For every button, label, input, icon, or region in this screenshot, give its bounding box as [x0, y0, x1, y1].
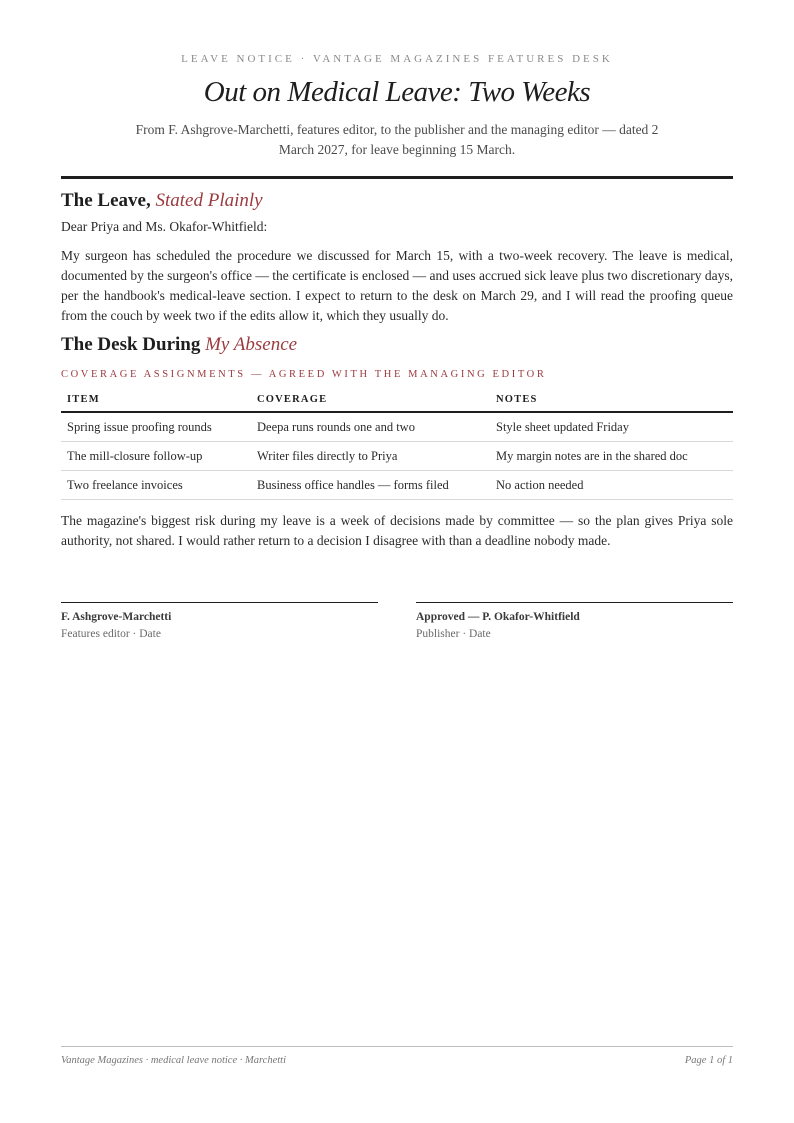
header-divider	[61, 176, 733, 179]
coverage-table	[61, 389, 733, 500]
signature-line-editor	[61, 602, 378, 603]
table-row	[61, 471, 733, 500]
document-subtitle: From F. Ashgrove-Marchetti, features editor, to the publisher and the managing editor — dated 2 March 2027, for leave beginning 15 March.	[135, 122, 659, 157]
table-cell-notes: Style sheet updated Friday	[490, 412, 733, 442]
column-header-coverage: COVERAGE	[251, 389, 490, 412]
table-row	[61, 412, 733, 442]
table-cell-item: The mill-closure follow-up	[61, 442, 251, 471]
table-cell-notes: My margin notes are in the shared doc	[490, 442, 733, 471]
section-heading-desk	[61, 334, 297, 356]
section-heading-leave	[61, 190, 263, 212]
closing-paragraph: The magazine's biggest risk during my leave is a week of decisions made by committee — so the plan gives Priya sole authority, not shared. I would rather return to a decision I disagree with than a deadline nobody made.	[61, 513, 733, 548]
footer-page-number: Page 1 of 1	[684, 1055, 733, 1066]
table-row	[61, 442, 733, 471]
column-header-notes: NOTES	[490, 389, 733, 412]
document-kicker: LEAVE NOTICE · VANTAGE MAGAZINES FEATURES DESK	[181, 53, 613, 65]
footer-document-label: Vantage Magazines · medical leave notice · Marchetti	[61, 1055, 287, 1066]
signature-name-publisher	[416, 611, 580, 623]
footer-divider	[61, 1046, 733, 1047]
table-cell-item: Two freelance invoices	[61, 471, 251, 500]
salutation: Dear Priya and Ms. Okafor-Whitfield:	[61, 219, 268, 234]
signature-role-editor: Features editor · Date	[61, 628, 161, 640]
publisher-name: P. Okafor-Whitfield	[482, 611, 580, 623]
signature-role-publisher: Publisher · Date	[416, 628, 491, 640]
signature-line-publisher	[416, 602, 733, 603]
table-caption: COVERAGE ASSIGNMENTS — AGREED WITH THE MANAGING EDITOR	[61, 369, 547, 380]
table-cell-coverage: Business office handles — forms filed	[251, 471, 490, 500]
table-cell-coverage: Deepa runs rounds one and two	[251, 412, 490, 442]
leave-body-paragraph: My surgeon has scheduled the procedure we discussed for March 15, with a two-week recovery. The leave is medical, documented by the surgeon's office — the certificate is enclosed — and uses accrued sick leave plus two discretionary days, per the handbook's medical-leave section. I expect to return to the desk on March 29, and I will read the proofing queue from the couch by week two if the edits allow it, which they usually do.	[61, 248, 733, 323]
signature-name-editor: F. Ashgrove-Marchetti	[61, 611, 172, 623]
section-heading-leave-accent: Stated Plainly	[155, 190, 263, 211]
column-header-item: ITEM	[61, 389, 251, 412]
table-cell-coverage: Writer files directly to Priya	[251, 442, 490, 471]
table-header-row	[61, 389, 733, 412]
section-heading-desk-accent: My Absence	[205, 334, 298, 355]
table-cell-item: Spring issue proofing rounds	[61, 412, 251, 442]
document-title: Out on Medical Leave: Two Weeks	[203, 76, 591, 108]
table-cell-notes: No action needed	[490, 471, 733, 500]
section-heading-desk-main: The Desk During	[61, 334, 201, 355]
approval-prefix: Approved —	[416, 611, 480, 623]
leave-notice-page	[61, 0, 733, 1123]
section-heading-leave-main: The Leave,	[61, 190, 151, 211]
